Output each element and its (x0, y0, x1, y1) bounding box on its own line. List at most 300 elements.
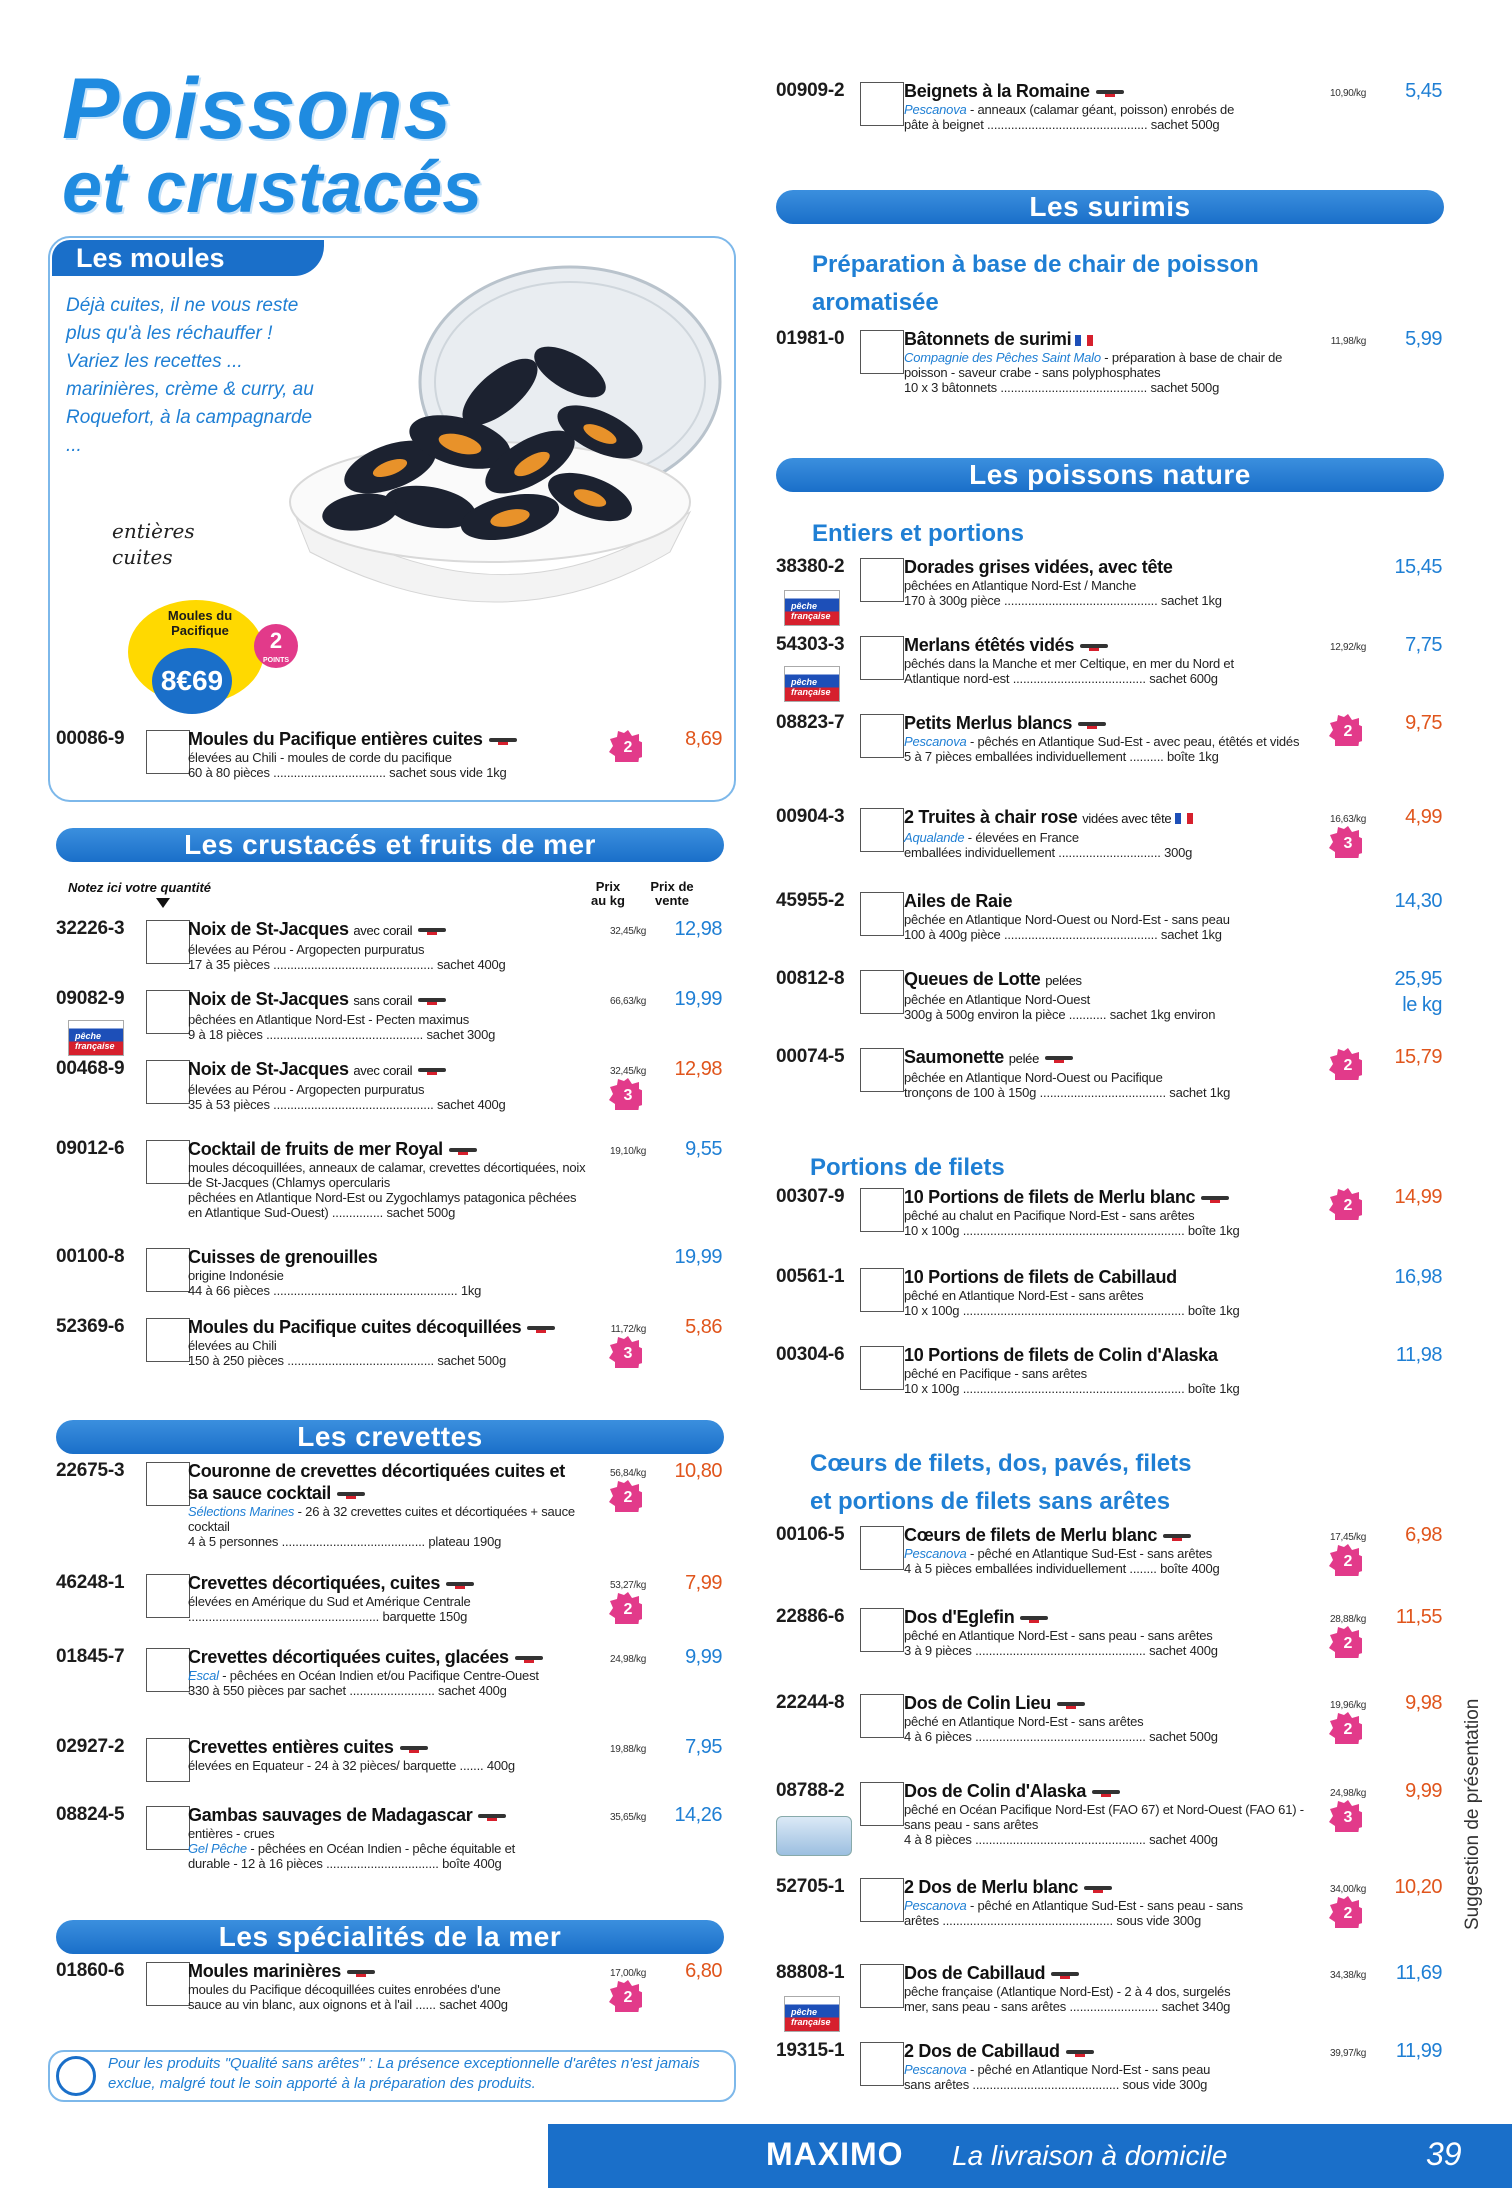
product-brand: Pescanova (904, 102, 967, 117)
points-number: 2 (1343, 1905, 1353, 1922)
product-name (904, 328, 1304, 350)
product-desc: élevées au Chili (188, 1338, 277, 1353)
points-number: 2 (623, 1489, 633, 1506)
price-per-kg: 28,88/kg (1330, 1614, 1366, 1625)
product-name (904, 80, 1304, 102)
quantity-input-box[interactable] (860, 892, 904, 936)
quantity-input-box[interactable] (860, 330, 904, 374)
product-desc: pêchés dans la Manche et mer Celtique, en mer du Nord et (904, 656, 1234, 671)
points-number: 3 (1343, 1809, 1353, 1826)
product-packaging: sans arêtes ........................................... sous vide 300g (904, 2077, 1208, 2092)
price-value: 9,55 (685, 1138, 722, 1160)
price-value: 19,99 (674, 1246, 722, 1268)
col-header-note: Notez ici votre quantité (68, 880, 212, 895)
product-name-qualifier: avec corail (353, 1063, 413, 1078)
points-badge-icon (1328, 1542, 1362, 1576)
product-row (56, 918, 724, 980)
product-name (904, 1962, 1304, 1984)
product-name (904, 556, 1304, 578)
product-name (904, 1344, 1304, 1366)
price-value: 12,98 (674, 1058, 722, 1080)
product-code: 08788-2 (776, 1780, 845, 1801)
product-code: 46248-1 (56, 1572, 125, 1593)
product-name (188, 1646, 588, 1668)
product-packaging: 170 à 300g pièce ............................................. sachet 1kg (904, 593, 1222, 608)
product-packaging: arêtes .................................................. sous vide 300g (904, 1913, 1201, 1928)
product-info (904, 712, 1304, 764)
product-desc-text: - pêchées en Océan Indien - pêche équitable et (246, 1841, 516, 1856)
fish-icon (1045, 1056, 1073, 1060)
quantity-input-box[interactable] (860, 808, 904, 852)
product-desc: pêché en Atlantique Nord-Est - sans arêtes (904, 1288, 1144, 1303)
points-badge-icon (608, 1978, 642, 2012)
quantity-input-box[interactable] (146, 1060, 190, 1104)
product-info (904, 1186, 1304, 1238)
side-caption: Suggestion de présentation (1462, 1698, 1483, 1930)
quantity-input-box[interactable] (146, 1806, 190, 1850)
section-crevettes: Les crevettes (56, 1420, 724, 1454)
product-info (904, 1876, 1304, 1928)
product-desc (188, 1668, 588, 1683)
product-name-text: 2 Truites à chair rose (904, 807, 1078, 827)
price-value: 9,99 (1405, 1780, 1442, 1802)
product-info (904, 1780, 1304, 1847)
points-badge-icon (1328, 712, 1362, 746)
product-packaging: 3 à 9 pièces .................................................. sachet 400g (904, 1643, 1218, 1658)
product-desc: pêché en Atlantique Nord-Est - sans arêtes (904, 1714, 1144, 1729)
product-desc (904, 2062, 1304, 2077)
product-row (776, 328, 1444, 395)
fish-icon (418, 998, 446, 1002)
product-desc: élevées au Pérou - Argopecten purpuratus (188, 1082, 425, 1097)
fish-icon (1092, 1790, 1120, 1794)
quantity-input-box[interactable] (860, 714, 904, 758)
price-value: 5,99 (1405, 328, 1442, 350)
quantity-input-box[interactable] (146, 1962, 190, 2006)
product-name-qualifier: vidées avec tête (1082, 811, 1172, 826)
product-info (188, 1246, 588, 1298)
product-code: 45955-2 (776, 890, 845, 911)
product-name-text: Saumonette (904, 1047, 1005, 1067)
product-row (776, 1962, 1444, 2024)
product-row (776, 634, 1444, 696)
product-name (188, 1138, 588, 1160)
points-badge-icon (1328, 1186, 1362, 1220)
product-name-qualifier: avec corail (353, 923, 413, 938)
product-code: 19315-1 (776, 2040, 845, 2061)
quantity-input-box[interactable] (860, 1188, 904, 1232)
arrow-down-icon (156, 898, 170, 908)
product-packaging: ........................................................ barquette 150g (188, 1609, 468, 1624)
price-value: 12,98 (674, 918, 722, 940)
footer-brand: MAXIMO (766, 2136, 904, 2172)
points-badge-icon (608, 1334, 642, 1368)
fish-icon (1201, 1196, 1229, 1200)
points-badge-icon (608, 1478, 642, 1512)
product-desc (904, 1898, 1304, 1913)
section-crustaces: Les crustacés et fruits de mer (56, 828, 724, 862)
product-row (776, 1266, 1444, 1328)
product-row (776, 1524, 1444, 1586)
price-value: 11,98 (1395, 1344, 1442, 1366)
product-packaging: 4 à 5 pièces emballées individuellement ........ boîte 400g (904, 1561, 1220, 1576)
points-badge-icon (1328, 1798, 1362, 1832)
promo-label: Moules du Pacifique (167, 608, 233, 638)
product-name-text: 10 Portions de filets de Colin d'Alaska (904, 1345, 1218, 1365)
product-info (188, 1960, 588, 2012)
product-name-text: Noix de St-Jacques (188, 1059, 349, 1079)
price-per-kg: 24,98/kg (610, 1654, 646, 1665)
price-per-kg: 34,00/kg (1330, 1884, 1366, 1895)
product-name (904, 1046, 1304, 1070)
points-badge-icon (608, 1590, 642, 1624)
price-per-kg: 53,27/kg (610, 1580, 646, 1591)
product-brand: Gel Pêche (188, 1841, 247, 1856)
price-value: 5,86 (685, 1316, 722, 1338)
product-name-text: Crevettes décortiquées, cuites (188, 1573, 441, 1593)
quantity-input-box[interactable] (146, 1140, 190, 1184)
product-name (904, 1876, 1304, 1898)
fish-icon (1163, 1534, 1191, 1538)
product-packaging: sauce au vin blanc, aux oignons et à l'ail ...... sachet 400g (188, 1997, 508, 2012)
product-desc: pêché en Pacifique - sans arêtes (904, 1366, 1087, 1381)
product-name (904, 806, 1304, 830)
product-name (904, 1186, 1304, 1208)
price-per-kg: 56,84/kg (610, 1468, 646, 1479)
product-row (56, 1460, 724, 1549)
moules-header: Les moules (52, 240, 324, 276)
product-name-text: Moules du Pacifique entières cuites (188, 729, 483, 749)
product-desc: pêchée en Atlantique Nord-Ouest (904, 992, 1091, 1007)
product-name-text: Queues de Lotte (904, 969, 1041, 989)
quantity-input-box[interactable] (860, 1608, 904, 1652)
points-number: 2 (1343, 723, 1353, 740)
price-per-kg: 17,45/kg (1330, 1532, 1366, 1543)
product-info (188, 918, 588, 972)
price-per-kg: 39,97/kg (1330, 2048, 1366, 2059)
product-row (56, 728, 724, 790)
product-code: 38380-2 (776, 556, 845, 577)
product-brand: Compagnie des Pêches Saint Malo (904, 350, 1101, 365)
price-value: 9,75 (1405, 712, 1442, 734)
product-name-text: Crevettes décortiquées cuites, glacées (188, 1647, 509, 1667)
product-info (188, 1138, 588, 1220)
price-value: 9,99 (685, 1646, 722, 1668)
product-packaging: mer, sans peau - sans arêtes .......................... sachet 340g (904, 1999, 1231, 2014)
price-value: 14,99 (1394, 1186, 1442, 1208)
points-badge-icon (1328, 1894, 1362, 1928)
product-name (904, 1266, 1304, 1288)
points-badge-icon (1328, 1624, 1362, 1658)
product-desc: pêche française (Atlantique Nord-Est) - 2 à 4 dos, surgelés (904, 1984, 1231, 1999)
product-code: 00307-9 (776, 1186, 845, 1207)
product-row (776, 556, 1444, 618)
price-value: 11,99 (1395, 2040, 1442, 2062)
product-name (904, 1524, 1304, 1546)
fish-icon (1051, 1972, 1079, 1976)
product-name (188, 988, 588, 1012)
fish-icon (515, 1656, 543, 1660)
product-code: 54303-3 (776, 634, 845, 655)
product-name-qualifier: sans corail (353, 993, 413, 1008)
section-specialites: Les spécialités de la mer (56, 1920, 724, 1954)
product-desc (904, 734, 1304, 749)
product-brand: Pescanova (904, 2062, 967, 2077)
product-code: 00100-8 (56, 1246, 125, 1267)
product-packaging: 4 à 8 pièces .................................................. sachet 400g (904, 1832, 1218, 1847)
points-badge-icon (1328, 1046, 1362, 1080)
subhead-coeurs-line1: Cœurs de filets, dos, pavés, filets (810, 1450, 1192, 1477)
product-code: 52369-6 (56, 1316, 125, 1337)
quantity-input-box[interactable] (860, 1268, 904, 1312)
product-name (188, 1316, 588, 1338)
product-name-text: Cocktail de fruits de mer Royal (188, 1139, 443, 1159)
points-badge-icon (608, 1076, 642, 1110)
quantity-input-box[interactable] (860, 1048, 904, 1092)
quantity-input-box[interactable] (146, 1248, 190, 1292)
product-info (904, 80, 1304, 132)
quantity-input-box[interactable] (860, 1964, 904, 2008)
product-code: 88808-1 (776, 1962, 845, 1983)
product-info (904, 890, 1304, 942)
quantity-input-box[interactable] (860, 1878, 904, 1922)
fish-icon (489, 738, 517, 742)
product-code: 02927-2 (56, 1736, 125, 1757)
points-number: 2 (623, 739, 633, 756)
price-value: 15,45 (1394, 556, 1442, 578)
price-value: 11,55 (1395, 1606, 1442, 1628)
product-packaging: 10 x 100g ................................................................. boîte 1kg (904, 1381, 1240, 1396)
product-code: 01845-7 (56, 1646, 125, 1667)
product-row (776, 806, 1444, 868)
quantity-input-box[interactable] (860, 558, 904, 602)
fish-icon (1084, 1886, 1112, 1890)
product-info (904, 556, 1304, 608)
product-desc-text: - préparation à base de chair de poisson - saveur crabe - sans polyphosphates (904, 350, 1283, 380)
product-row (776, 1186, 1444, 1248)
price-value: 10,80 (674, 1460, 722, 1482)
points-number: 3 (623, 1345, 633, 1362)
quantity-input-box[interactable] (860, 1346, 904, 1390)
product-name-text: Bâtonnets de surimi (904, 329, 1072, 349)
quantity-input-box[interactable] (146, 990, 190, 1034)
product-info (188, 1058, 588, 1112)
product-name (188, 1246, 588, 1268)
product-name-text: Dorades grises vidées, avec tête (904, 557, 1173, 577)
quantity-input-box[interactable] (146, 920, 190, 964)
points-badge-icon (1328, 824, 1362, 858)
fish-icon (337, 1492, 365, 1496)
product-packaging: tronçons de 100 à 150g ..................................... sachet 1kg (904, 1085, 1231, 1100)
quantity-input-box[interactable] (860, 970, 904, 1014)
product-code: 00904-3 (776, 806, 845, 827)
points-badge-icon (1328, 1710, 1362, 1744)
product-desc-text: - élevées en France (964, 830, 1079, 845)
price-value: 11,69 (1395, 1962, 1442, 1984)
product-name (904, 890, 1304, 912)
product-name (904, 712, 1304, 734)
quantity-input-box[interactable] (146, 1318, 190, 1362)
peche-francaise-logo: pêche française (784, 590, 840, 626)
product-name-text: Cœurs de filets de Merlu blanc (904, 1525, 1158, 1545)
price-per-kg: 11,72/kg (610, 1324, 646, 1335)
qualite-sans-aretes-logo (56, 2056, 96, 2096)
product-info (904, 2040, 1304, 2092)
price-value: 9,98 (1405, 1692, 1442, 1714)
product-info (904, 806, 1304, 860)
product-code: 52705-1 (776, 1876, 845, 1897)
fish-icon (1096, 90, 1124, 94)
page-title-line2: et crustacés (62, 148, 483, 228)
product-row (776, 968, 1444, 1030)
price-per-kg: 10,90/kg (1330, 88, 1366, 99)
fish-icon (1078, 722, 1106, 726)
product-name (904, 1780, 1304, 1802)
price-value: 7,99 (685, 1572, 722, 1594)
price-value: 4,99 (1405, 806, 1442, 828)
quantity-input-box[interactable] (146, 1738, 190, 1782)
alaska-seafood-logo (776, 1816, 852, 1856)
product-code: 00086-9 (56, 728, 125, 749)
product-brand: Pescanova (904, 1898, 967, 1913)
product-code: 09082-9 (56, 988, 125, 1009)
product-info (904, 1962, 1304, 2014)
product-packaging: 300g à 500g environ la pièce ........... sachet 1kg environ (904, 1007, 1216, 1022)
subhead-portions-filets: Portions de filets (810, 1154, 1005, 1181)
product-name (904, 1692, 1304, 1714)
product-row (56, 1736, 724, 1798)
product-row (56, 1804, 724, 1871)
product-desc: pêché en Atlantique Nord-Est - sans peau - sans arêtes (904, 1628, 1213, 1643)
quantity-input-box[interactable] (860, 1782, 904, 1826)
product-row (56, 1246, 724, 1308)
product-desc: pêché au chalut en Pacifique Nord-Est - sans arêtes (904, 1208, 1195, 1223)
product-code: 00106-5 (776, 1524, 845, 1545)
price-per-kg: 19,10/kg (610, 1146, 646, 1157)
quantity-input-box[interactable] (146, 1648, 190, 1692)
product-desc: moules décoquillées, anneaux de calamar, crevettes décortiquées, noix de St-Jacques (Chlamys opercularis (188, 1160, 586, 1190)
quantity-input-box[interactable] (860, 1694, 904, 1738)
product-code: 00304-6 (776, 1344, 845, 1365)
product-row (56, 1960, 724, 2022)
price-unit: le kg (1402, 994, 1442, 1016)
footer-tagline: La livraison à domicile (952, 2140, 1228, 2171)
quantity-input-box[interactable] (146, 730, 190, 774)
price-value: 19,99 (674, 988, 722, 1010)
product-info (188, 1316, 588, 1368)
product-code: 09012-6 (56, 1138, 125, 1159)
product-name (188, 1804, 588, 1826)
fish-icon (1020, 1616, 1048, 1620)
fish-icon (449, 1148, 477, 1152)
quantity-input-box[interactable] (860, 636, 904, 680)
fish-icon (1080, 644, 1108, 648)
product-name (904, 1606, 1304, 1628)
product-packaging: pêchées en Atlantique Nord-Est ou Zygochlamys patagonica pêchées en Atlantique Sud-Ouest) ............... sachet 500g (188, 1190, 577, 1220)
product-row (56, 1646, 724, 1708)
product-row (776, 1780, 1444, 1847)
french-flag-icon (1175, 813, 1193, 824)
fish-icon (527, 1326, 555, 1330)
points-number: 2 (1343, 1553, 1353, 1570)
product-code: 08823-7 (776, 712, 845, 733)
quantity-input-box[interactable] (146, 1462, 190, 1506)
product-desc (904, 1546, 1304, 1561)
product-packaging: 44 à 66 pièces ...................................................... 1kg (188, 1283, 482, 1298)
product-code: 00909-2 (776, 80, 845, 101)
fish-icon (400, 1746, 428, 1750)
product-name-qualifier: pelées (1045, 973, 1082, 988)
product-info (904, 1046, 1304, 1100)
product-code: 32226-3 (56, 918, 125, 939)
french-flag-icon (1075, 335, 1093, 346)
points-number: 2 (623, 1601, 633, 1618)
price-value: 7,75 (1405, 634, 1442, 656)
quantity-input-box[interactable] (860, 1526, 904, 1570)
price-per-kg: 19,88/kg (610, 1744, 646, 1755)
product-brand: Pescanova (904, 734, 967, 749)
price-value: 15,79 (1394, 1046, 1442, 1068)
product-packaging: 150 à 250 pièces ........................................... sachet 500g (188, 1353, 506, 1368)
quantity-input-box[interactable] (860, 2042, 904, 2086)
product-packaging: 17 à 35 pièces ............................................... sachet 400g (188, 957, 506, 972)
product-packaging: 4 à 6 pièces .................................................. sachet 500g (904, 1729, 1218, 1744)
product-info (904, 968, 1304, 1022)
price-value: 6,80 (685, 1960, 722, 1982)
price-value: 8,69 (685, 728, 722, 750)
product-code: 22886-6 (776, 1606, 845, 1627)
product-name-text: Ailes de Raie (904, 891, 1013, 911)
subhead-coeurs-line2: et portions de filets sans arêtes (810, 1488, 1171, 1515)
price-value: 7,95 (685, 1736, 722, 1758)
product-name-text: Moules marinières (188, 1961, 341, 1981)
product-info (188, 728, 588, 780)
price-value: 16,98 (1394, 1266, 1442, 1288)
points-number: 3 (623, 1087, 633, 1104)
product-name-text: Noix de St-Jacques (188, 989, 349, 1009)
product-name (188, 1460, 588, 1504)
product-desc: pêchées en Atlantique Nord-Est - Pecten maximus (188, 1012, 470, 1027)
product-row (56, 1572, 724, 1634)
promo-price: 8€69 (152, 648, 232, 714)
price-per-kg: 32,45/kg (610, 926, 646, 937)
quantity-input-box[interactable] (860, 82, 904, 126)
product-code: 01860-6 (56, 1960, 125, 1981)
product-code: 08824-5 (56, 1804, 125, 1825)
product-name (904, 2040, 1304, 2062)
points-number: 2 (1343, 1721, 1353, 1738)
fish-icon (478, 1814, 506, 1818)
product-desc-text: - 26 à 32 crevettes cuites et décortiquées + sauce cocktail (188, 1504, 575, 1534)
points-badge-icon (608, 728, 642, 762)
product-name (188, 1572, 588, 1594)
product-name-text: 2 Dos de Merlu blanc (904, 1877, 1079, 1897)
product-desc-text: - pêchés en Atlantique Sud-Est - avec peau, étêtés et vidés (966, 734, 1300, 749)
quantity-input-box[interactable] (146, 1574, 190, 1618)
product-info (188, 1572, 588, 1624)
product-row (776, 890, 1444, 952)
product-name-text: Noix de St-Jacques (188, 919, 349, 939)
product-row (56, 1316, 724, 1378)
product-info (904, 1606, 1304, 1658)
subhead-surimi: Préparation à base de chair de poisson aromatisée (812, 251, 1259, 316)
fish-icon (347, 1970, 375, 1974)
product-desc (904, 350, 1304, 380)
subhead-entiers: Entiers et portions (812, 520, 1025, 547)
product-desc: moules du Pacifique décoquillées cuites enrobées d'une (188, 1982, 501, 1997)
fish-icon (418, 928, 446, 932)
product-name-text: Merlans étêtés vidés (904, 635, 1075, 655)
